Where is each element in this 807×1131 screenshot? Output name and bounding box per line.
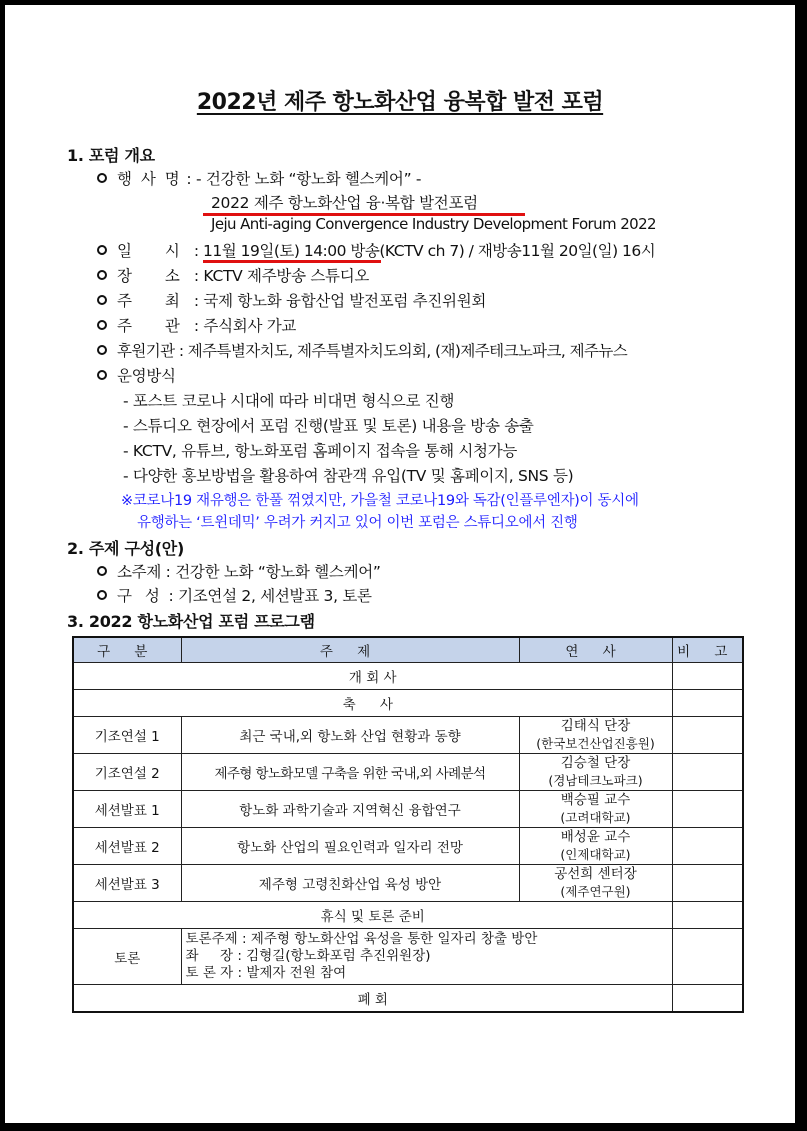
info-row-venue (97, 264, 369, 286)
note-cell (672, 828, 743, 865)
table-row (73, 791, 743, 828)
discussion-category-cell: 토론 (73, 929, 181, 985)
info-row-event-name (97, 167, 421, 189)
header-speaker: 연 사 (519, 637, 672, 663)
operation-item: - 스튜디오 현장에서 포럼 진행(발표 및 토론) 내용을 방송 송출 (123, 417, 534, 435)
section2-heading: 2. 주제 구성(안) (67, 539, 184, 558)
operation-item: - KCTV, 유튜브, 항노화포럼 홈페이지 접속을 통해 시청가능 (123, 442, 518, 460)
speaker-cell (519, 828, 672, 865)
discussion-line: 토론주제 : 제주형 항노화산업 육성을 통한 일자리 창출 방안 (185, 931, 538, 947)
info-value: : 11월 19일(토) 14:00 방송(KCTV ch 7) / 재방송11월 20일(일) 16시 (193, 242, 656, 260)
circle-bullet-icon (97, 590, 107, 600)
speaker-name: 백승필 교수 (560, 792, 631, 808)
event-name-korean: 2022 제주 항노화산업 융·복합 발전포럼 (211, 194, 478, 212)
table-row-congrats (73, 690, 743, 717)
table-header-row (73, 637, 743, 663)
info-label: 행 사 명 (117, 170, 182, 188)
table-row-opening (73, 663, 743, 690)
note-cell (672, 717, 743, 754)
speaker-affiliation: (한국보건산업진흥원) (536, 736, 655, 751)
speaker-affiliation: (경남테크노파크) (548, 773, 643, 788)
info-row-operation (97, 364, 176, 386)
topic-cell: 최근 국내,외 항노화 산업 현황과 동향 (181, 717, 519, 754)
info-value: : - 건강한 노화 “항노화 헬스케어” - (186, 170, 422, 188)
closing-cell: 폐 회 (73, 985, 672, 1013)
note-cell (672, 929, 743, 985)
note-cell (672, 663, 743, 690)
section1-heading: 1. 포럼 개요 (67, 146, 155, 165)
speaker-affiliation: (고려대학교) (560, 810, 631, 825)
discussion-line: 좌 장 : 김형길(항노화포럼 추진위원장) (185, 948, 431, 964)
topic-cell: 제주형 항노화모델 구축을 위한 국내,외 사례분석 (181, 754, 519, 791)
category-cell: 세션발표 2 (73, 828, 181, 865)
info-label: 일 시 (117, 242, 194, 260)
note-cell (672, 865, 743, 902)
speaker-cell (519, 717, 672, 754)
speaker-cell (519, 754, 672, 791)
info-value: : 주식회사 가교 (193, 317, 297, 335)
table-row (73, 828, 743, 865)
category-cell: 세션발표 1 (73, 791, 181, 828)
info-row-datetime (97, 239, 655, 261)
opening-cell: 개 회 사 (73, 663, 672, 690)
circle-bullet-icon (97, 345, 107, 355)
circle-bullet-icon (97, 295, 107, 305)
header-topic: 주 제 (181, 637, 519, 663)
congrats-cell: 축 사 (73, 690, 672, 717)
speaker-name: 공선희 센터장 (554, 866, 637, 882)
page-title: 2022년 제주 항노화산업 융복합 발전 포럼 (196, 90, 604, 115)
table-row (73, 717, 743, 754)
circle-bullet-icon (97, 173, 107, 183)
info-label: 장 소 (117, 267, 194, 285)
header-category: 구 분 (73, 637, 181, 663)
topic-cell: 항노화 과학기술과 지역혁신 융합연구 (181, 791, 519, 828)
info-label: 운영방식 (117, 367, 176, 385)
info-value: : 국제 항노화 융합산업 발전포럼 추진위원회 (193, 292, 487, 310)
info-label: 주 관 (117, 317, 194, 335)
info-value: : KCTV 제주방송 스튜디오 (193, 267, 370, 285)
discussion-detail-cell (181, 929, 672, 985)
section3-heading: 3. 2022 항노화산업 포럼 프로그램 (67, 612, 315, 631)
table-row (73, 754, 743, 791)
speaker-name: 김승철 단장 (560, 755, 631, 771)
note-cell (672, 902, 743, 929)
theme-row-composition (97, 584, 372, 606)
topic-cell: 제주형 고령친화산업 육성 방안 (181, 865, 519, 902)
info-label: 소주제 (117, 563, 162, 581)
circle-bullet-icon (97, 566, 107, 576)
note-cell (672, 791, 743, 828)
table-row-discussion (73, 929, 743, 985)
break-cell: 휴식 및 토론 준비 (73, 902, 672, 929)
covid-note-line2: 유행하는 ‘트윈데믹’ 우려가 커지고 있어 이번 포럼은 스튜디오에서 진행 (137, 515, 578, 531)
covid-note-line1: ※코로나19 재유행은 한풀 꺾였지만, 가을철 코로나19와 독감(인플루엔자)이 동시에 (121, 493, 639, 509)
event-name-english: Jeju Anti-aging Convergence Industry Development Forum 2022 (211, 215, 656, 233)
category-cell: 세션발표 3 (73, 865, 181, 902)
speaker-affiliation: (제주연구원) (560, 884, 631, 899)
note-cell (672, 754, 743, 791)
table-row (73, 865, 743, 902)
info-label: 구 성 (117, 587, 164, 605)
header-note: 비 고 (672, 637, 743, 663)
info-label: 후원기관 (117, 342, 175, 360)
note-cell (672, 690, 743, 717)
note-cell (672, 985, 743, 1013)
circle-bullet-icon (97, 320, 107, 330)
info-label: 주 최 (117, 292, 194, 310)
speaker-cell (519, 791, 672, 828)
red-underline (203, 260, 381, 263)
program-table (72, 636, 744, 1013)
operation-item: - 다양한 홍보방법을 활용하여 참관객 유입(TV 및 홈페이지, SNS 등) (123, 467, 574, 485)
info-row-organizer (97, 314, 296, 336)
table-row-closing (73, 985, 743, 1013)
info-row-host (97, 289, 486, 311)
circle-bullet-icon (97, 245, 107, 255)
topic-cell: 항노화 산업의 필요인력과 일자리 전망 (181, 828, 519, 865)
operation-item: - 포스트 코로나 시대에 따라 비대면 형식으로 진행 (123, 392, 455, 410)
speaker-name: 김태식 단장 (560, 718, 631, 734)
document-page (5, 5, 795, 1123)
table-row-break (73, 902, 743, 929)
circle-bullet-icon (97, 270, 107, 280)
discussion-line: 토 론 자 : 발제자 전원 참여 (185, 965, 347, 981)
info-value: : 기조연설 2, 세션발표 3, 토론 (168, 587, 372, 605)
info-value: : 제주특별자치도, 제주특별자치도의회, (재)제주테크노파크, 제주뉴스 (178, 342, 628, 360)
circle-bullet-icon (97, 370, 107, 380)
info-value: : 건강한 노화 “항노화 헬스케어” (165, 563, 381, 581)
category-cell: 기조연설 2 (73, 754, 181, 791)
info-row-sponsors (97, 339, 627, 361)
category-cell: 기조연설 1 (73, 717, 181, 754)
speaker-affiliation: (인제대학교) (560, 847, 631, 862)
speaker-name: 배성윤 교수 (560, 829, 631, 845)
theme-row-subtopic (97, 560, 381, 582)
speaker-cell (519, 865, 672, 902)
